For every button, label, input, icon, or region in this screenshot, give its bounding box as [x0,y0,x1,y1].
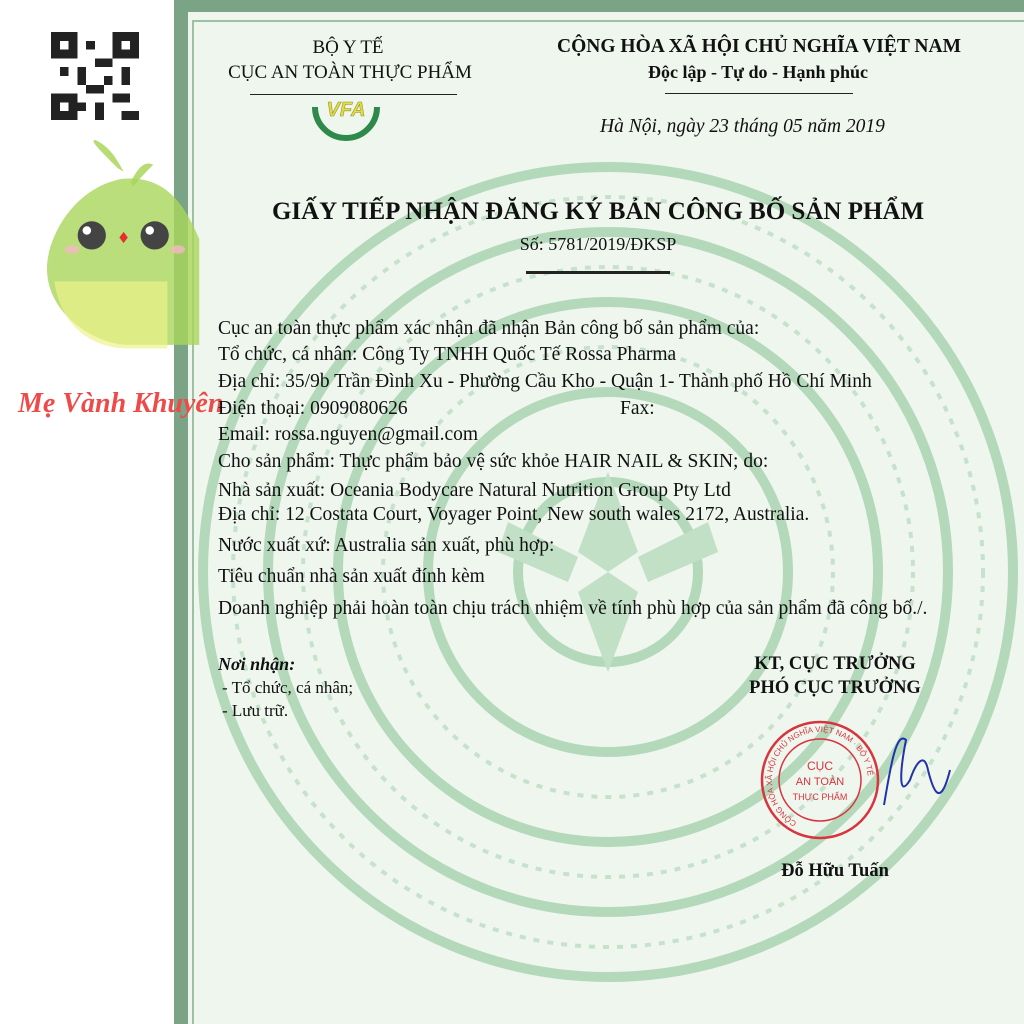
issue-date: Hà Nội, ngày 23 tháng 05 năm 2019 [600,116,885,137]
recipient-item: - Lưu trữ. [222,701,289,720]
phone: Điện thoại: 0909080626 [218,398,408,419]
header-right-rule [665,93,853,94]
watermark-text: Mẹ Vành Khuyên [18,388,224,419]
national-motto: Độc lập - Tự do - Hạnh phúc [647,62,869,82]
signer-name: Đỗ Hữu Tuấn [781,861,889,881]
organization-address: Địa chỉ: 35/9b Trần Đình Xu - Phường Cầu Kho - Quận 1- Thành phố Hồ Chí Minh [218,371,872,392]
signer-title-2: PHÓ CỤC TRƯỞNG [749,678,921,698]
title-rule [526,271,670,274]
mascot-watermark [40,140,210,352]
manufacturer: Nhà sản xuất: Oceania Bodycare Natural Nutrition Group Pty Ltd [218,480,731,501]
origin: Nước xuất xứ: Australia sản xuất, phù hợp: [218,535,555,556]
fax: Fax: [620,398,655,419]
intro-text: Cục an toàn thực phẩm xác nhận đã nhận Bản công bố sản phẩm của: [218,318,760,339]
recipient-item: - Tổ chức, cá nhân; [222,678,354,697]
inner-border-top [192,20,1024,22]
product: Cho sản phẩm: Thực phẩm bảo vệ sức khỏe HAIR NAIL & SKIN; do: [218,451,769,472]
ministry-name: BỘ Y TẾ [312,37,384,58]
header-left-rule [250,94,457,95]
organization: Tổ chức, cá nhân: Công Ty TNHH Quốc Tế Rossa Pharma [218,344,677,365]
email: Email: rossa.nguyen@gmail.com [218,424,479,445]
stamp-center-line: CỤC [807,759,833,773]
vfa-logo [296,96,396,142]
official-stamp [758,710,958,850]
agency-name: CỤC AN TOÀN THỰC PHẨM [228,62,472,83]
document-number: Số: 5781/2019/ĐKSP [519,234,677,254]
standard: Tiêu chuẩn nhà sản xuất đính kèm [218,566,485,587]
vfa-logo-text: VFA [326,99,366,121]
recipients-label: Nơi nhận: [218,654,296,674]
qr-code [48,32,142,120]
frame-border-top [174,0,1024,12]
handwritten-signature [884,738,950,805]
responsibility: Doanh nghiệp phải hoàn toàn chịu trách nhiệm về tính phù hợp của sản phẩm đã công bố./. [218,598,928,619]
stamp-center-line: THỰC PHẨM [792,792,848,802]
manufacturer-address: Địa chỉ: 12 Costata Court, Voyager Point, New south wales 2172, Australia. [218,504,810,525]
stamp-center-line: AN TOÀN [795,776,845,788]
signer-title-1: KT, CỤC TRƯỞNG [754,654,916,674]
stamp-ring-text: CỘNG HÒA XÃ HỘI CHỦ NGHĨA VIỆT NAM · BỘ Y TẾ [764,724,875,829]
country-name: CỘNG HÒA XÃ HỘI CHỦ NGHĨA VIỆT NAM [557,36,961,57]
document-title: GIẤY TIẾP NHẬN ĐĂNG KÝ BẢN CÔNG BỐ SẢN PHẨM [271,198,925,225]
